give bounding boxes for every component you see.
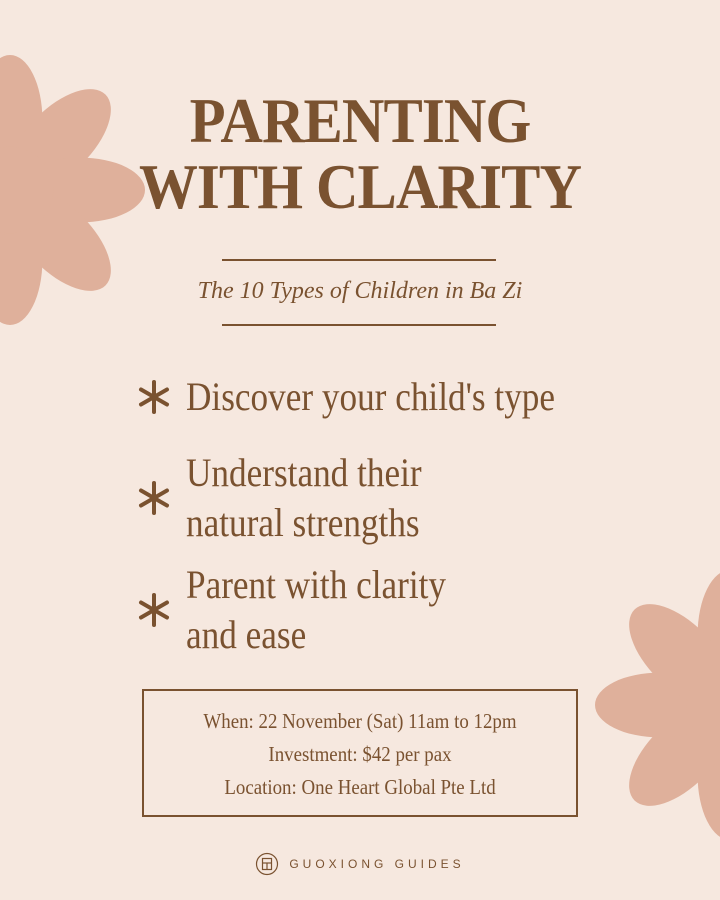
event-when: When: 22 November (Sat) 11am to 12pm xyxy=(203,709,517,733)
guoxiong-logo-icon xyxy=(255,852,279,876)
benefit-text xyxy=(186,448,422,548)
benefit-line: natural strengths xyxy=(186,500,420,545)
benefit-item-parent xyxy=(134,560,481,660)
page-title xyxy=(29,85,691,222)
flower-right-decoration xyxy=(595,570,720,840)
event-investment: Investment: $42 per pax xyxy=(268,742,452,766)
event-details-box xyxy=(142,689,578,817)
brand-footer xyxy=(0,852,720,876)
subtitle: The 10 Types of Children in Ba Zi xyxy=(197,278,523,304)
title-line-1: PARENTING xyxy=(189,85,531,156)
benefit-line: and ease xyxy=(186,612,307,657)
benefit-line: Parent with clarity xyxy=(186,562,447,607)
benefit-item-discover xyxy=(134,372,605,422)
brand-name: GUOXIONG GUIDES xyxy=(289,857,465,871)
divider-top xyxy=(222,259,496,261)
benefit-text xyxy=(186,560,446,660)
benefit-line: Discover your child's type xyxy=(186,374,556,419)
event-location: Location: One Heart Global Pte Ltd xyxy=(224,775,496,799)
divider-bottom xyxy=(222,324,496,326)
benefit-text xyxy=(186,372,555,422)
benefit-item-understand xyxy=(134,448,454,548)
title-line-2: WITH CLARITY xyxy=(138,151,582,222)
asterisk-icon xyxy=(134,590,174,630)
benefit-line: Understand their xyxy=(186,450,422,495)
asterisk-icon xyxy=(134,377,174,417)
asterisk-icon xyxy=(134,478,174,518)
